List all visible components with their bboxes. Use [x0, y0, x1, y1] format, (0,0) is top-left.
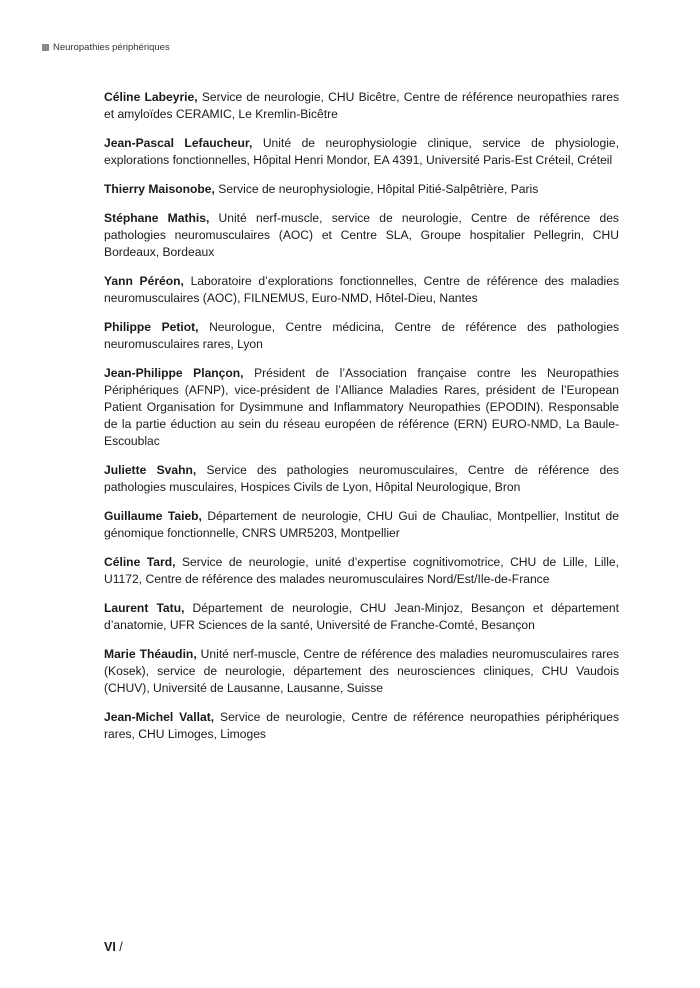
contributor-entry	[104, 600, 619, 634]
running-header	[42, 42, 170, 53]
contributor-entry	[104, 181, 619, 198]
contributor-entry	[104, 462, 619, 496]
contributors-list	[104, 89, 619, 755]
contributor-name: Jean-Michel Vallat,	[104, 710, 215, 724]
contributor-name: Thierry Maisonobe,	[104, 182, 215, 196]
contributor-entry	[104, 709, 619, 743]
contributor-name: Laurent Tatu,	[104, 601, 185, 615]
contributor-entry	[104, 273, 619, 307]
running-title: Neuropathies périphériques	[53, 42, 170, 53]
page-number-separator: /	[119, 940, 123, 954]
contributor-affiliation: Service de neurophysiologie, Hôpital Pitié-Salpêtrière, Paris	[218, 182, 539, 196]
contributor-entry	[104, 319, 619, 353]
header-square-icon	[42, 44, 49, 51]
contributor-affiliation: Service de neurologie, CHU Bicêtre, Centre de référence neuropathies rares et amyloïdes CERAMIC, Le Kremlin-Bicêtre	[104, 90, 619, 121]
contributor-affiliation: Neurologue, Centre médicina, Centre de référence des pathologies neuromusculaires rares, Lyon	[104, 320, 619, 351]
contributor-entry	[104, 89, 619, 123]
contributor-entry	[104, 554, 619, 588]
contributor-entry	[104, 210, 619, 261]
contributor-affiliation: Département de neurologie, CHU Jean-Minjoz, Besançon et département d’anatomie, UFR Sciences de la santé, Université de Franche-Comté, Besançon	[104, 601, 619, 632]
contributor-affiliation: Service de neurologie, Centre de référence neuropathies périphériques rares, CHU Limoges, Limoges	[104, 710, 619, 741]
contributor-name: Céline Labeyrie,	[104, 90, 198, 104]
contributor-name: Stéphane Mathis,	[104, 211, 210, 225]
contributor-affiliation: Unité de neurophysiologie clinique, service de physiologie, explorations fonctionnelles, Hôpital Henri Mondor, EA 4391, Université Paris-Est Créteil, Créteil	[104, 136, 619, 167]
contributor-affiliation: Président de l’Association française contre les Neuropathies Périphériques (AFNP), vice-président de l’Alliance Maladies Rares, président de l’European Patient Organisation for Dysimmune and Inflammatory Neuropathies (EPODIN). Responsable de la partie éduction au sein du réseau européen de référence (ERN) EURO-NMD, La Baule-Escoublac	[104, 366, 619, 448]
contributor-entry	[104, 646, 619, 697]
page-number: VI	[104, 940, 116, 954]
contributor-name: Yann Péréon,	[104, 274, 184, 288]
contributor-affiliation: Unité nerf-muscle, service de neurologie, Centre de référence des pathologies neuromusculaires (AOC) et Centre SLA, Groupe hospitalier Pellegrin, CHU Bordeaux, Bordeaux	[104, 211, 619, 259]
contributor-name: Juliette Svahn,	[104, 463, 197, 477]
page-footer	[104, 940, 123, 954]
contributor-entry	[104, 135, 619, 169]
contributor-name: Marie Théaudin,	[104, 647, 197, 661]
contributor-affiliation: Unité nerf-muscle, Centre de référence des maladies neuromusculaires rares (Kosek), service de neurologie, département des neurosciences cliniques, CHU Vaudois (CHUV), Université de Lausanne, Lausanne, Suisse	[104, 647, 619, 695]
contributor-entry	[104, 365, 619, 450]
contributor-name: Jean-Philippe Plançon,	[104, 366, 244, 380]
contributor-name: Jean-Pascal Lefaucheur,	[104, 136, 253, 150]
contributor-name: Guillaume Taieb,	[104, 509, 202, 523]
contributor-affiliation: Laboratoire d’explorations fonctionnelles, Centre de référence des maladies neuromusculaires (AOC), FILNEMUS, Euro-NMD, Hôtel-Dieu, Nantes	[104, 274, 619, 305]
contributor-name: Céline Tard,	[104, 555, 176, 569]
contributor-name: Philippe Petiot,	[104, 320, 199, 334]
contributor-affiliation: Département de neurologie, CHU Gui de Chauliac, Montpellier, Institut de génomique fonctionnelle, CNRS UMR5203, Montpellier	[104, 509, 619, 540]
contributor-entry	[104, 508, 619, 542]
contributor-affiliation: Service de neurologie, unité d’expertise cognitivomotrice, CHU de Lille, Lille, U1172, Centre de référence des malades neuromusculaires Nord/Est/Ile-de-France	[104, 555, 619, 586]
contributor-affiliation: Service des pathologies neuromusculaires, Centre de référence des pathologies musculaires, Hospices Civils de Lyon, Hôpital Neurologique, Bron	[104, 463, 619, 494]
